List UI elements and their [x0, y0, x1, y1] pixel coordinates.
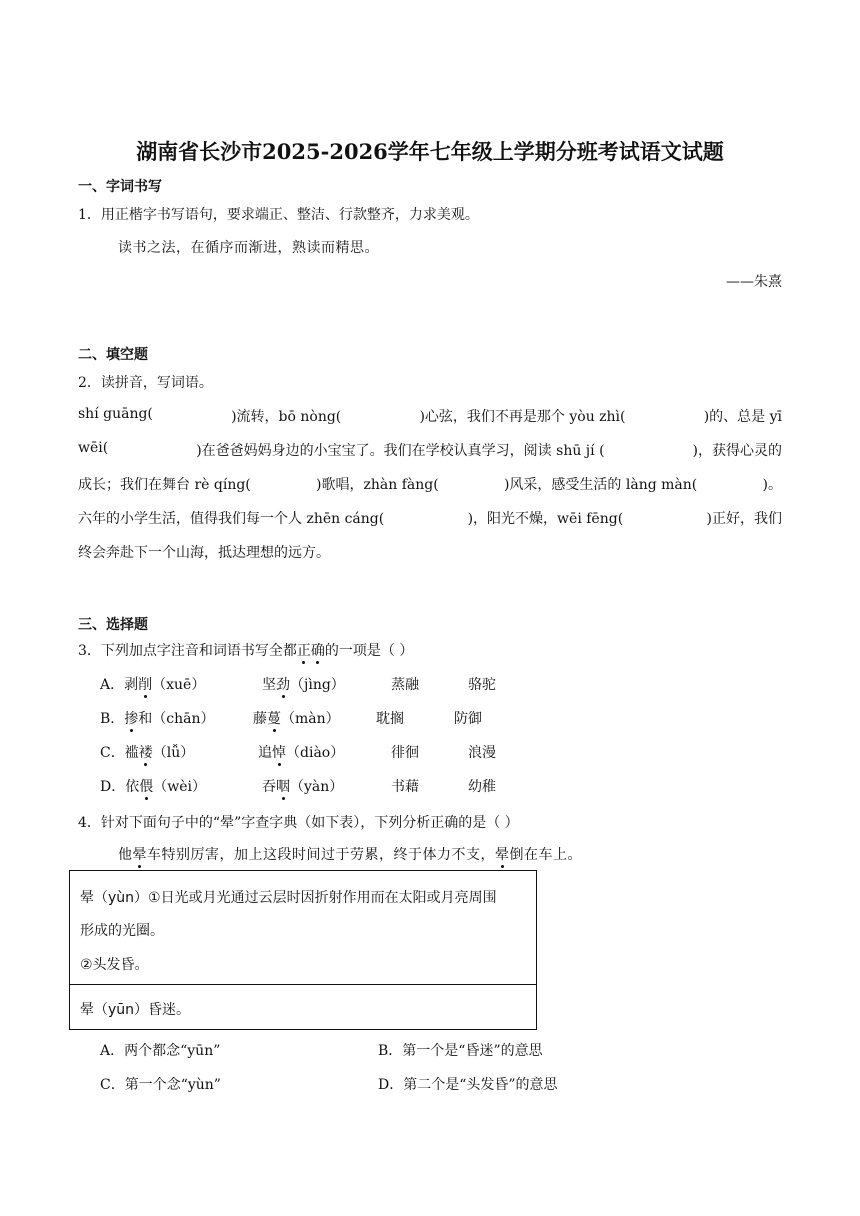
q3-option-a-word4: 骆驼	[468, 677, 496, 693]
fill-text: 成长；我们在舞台 rè qíng(	[78, 477, 251, 493]
q3-option-c-word2	[258, 742, 344, 762]
dotted-char: 偎	[139, 779, 154, 795]
fill-text: )，获得心灵的	[692, 443, 782, 459]
dotted-char: 晕	[495, 847, 510, 863]
fill-line-2	[78, 440, 782, 460]
q3-option-a-word3: 蒸融	[391, 677, 419, 693]
dictionary-entry: 形成的光圈。	[80, 923, 164, 939]
q3-option-b-word3: 耽搁	[376, 711, 404, 727]
page-title: 湖南省长沙市2025-2026学年七年级上学期分班考试语文试题	[136, 139, 724, 164]
word: 藤	[253, 711, 267, 727]
example-sentence	[118, 844, 582, 864]
question-3	[78, 640, 413, 660]
q3-option-c-word3: 徘徊	[391, 745, 419, 761]
dotted-char: 掺	[124, 711, 139, 727]
question-4: 4．针对下面句子中的“晕”字查字典（如下表），下列分析正确的是（ ）	[78, 815, 519, 831]
quote-author: ——朱熹	[726, 274, 782, 290]
fill-line-4	[78, 508, 782, 528]
stem-text: 的一项是（ ）	[324, 643, 414, 659]
question-1: 1．用正楷字书写语句，要求端正、整洁、行款整齐，力求美观。	[78, 207, 479, 223]
fill-line-3	[78, 474, 782, 494]
dotted-char: 悼	[272, 745, 286, 761]
sentence-text: 倒在车上。	[509, 847, 582, 863]
word: 追	[258, 745, 272, 761]
dictionary-row-yun1: 晕（yūn）昏迷。	[80, 1002, 191, 1018]
fill-text: )。	[762, 477, 782, 493]
fill-text: 六年的小学生活，值得我们每一个人 zhēn cáng(	[78, 511, 385, 527]
section-heading-2: 二、填空题	[78, 347, 148, 363]
fill-line-5	[78, 542, 782, 562]
fill-text: )，阳光不燥，wēi fēng(	[467, 511, 624, 527]
option-label: C．	[100, 745, 125, 761]
word: 依	[125, 779, 140, 795]
pinyin: （xuē）	[152, 677, 206, 693]
dotted-char: 晕	[132, 847, 147, 863]
section-heading-1: 一、字词书写	[78, 179, 162, 195]
fill-text: )在爸爸妈妈身边的小宝宝了。我们在学校认真学习，阅读 shū jí (	[196, 443, 605, 459]
pinyin: （yàn）	[290, 779, 344, 795]
dictionary-table	[69, 870, 537, 1030]
word: 坚	[262, 677, 276, 693]
option-label: B．	[100, 711, 125, 727]
section-heading-3: 三、选择题	[78, 617, 148, 633]
q3-option-d[interactable]	[100, 776, 206, 796]
dictionary-row-yun4	[70, 871, 536, 985]
word: 褴	[124, 745, 139, 761]
dotted-char: 咽	[276, 779, 290, 795]
fill-text: )正好，我们	[706, 511, 782, 527]
q3-option-d-word4: 幼稚	[468, 779, 496, 795]
fill-text: )的、总是 yī	[703, 409, 782, 425]
fill-text: )流转，bō nòng(	[231, 409, 342, 425]
q4-option-d[interactable]: D．第二个是“头发昏”的意思	[378, 1077, 558, 1093]
word: 剥	[124, 677, 139, 693]
dictionary-entry: 晕（yùn）①日光或月光通过云层时因折射作用而在太阳或月亮周围	[80, 890, 497, 906]
dotted-char: 削	[138, 677, 153, 693]
pinyin: （màn）	[281, 711, 340, 727]
sentence-text: 他	[118, 847, 133, 863]
fill-text: )风采，感受生活的 làng màn(	[503, 477, 698, 493]
q4-option-b[interactable]: B．第一个是“昏迷”的意思	[378, 1043, 543, 1059]
q3-option-d-word2	[262, 776, 343, 796]
fill-text: shí guāng(	[78, 406, 153, 422]
option-label: A．	[100, 677, 125, 693]
quote-text: 读书之法，在循序而渐进，熟读而精思。	[118, 240, 379, 256]
pinyin: （lǚ）	[152, 745, 195, 761]
dotted-char: 正	[296, 643, 311, 659]
fill-text: )心弦，我们不再是那个 yòu zhì(	[419, 409, 626, 425]
sentence-text: 车特别厉害，加上这段时间过于劳累，终于体力不支，	[147, 847, 495, 863]
word: 吞	[262, 779, 276, 795]
stem-text: 3．下列加点字注音和词语书写全都	[78, 643, 297, 659]
q3-option-a[interactable]	[100, 674, 205, 694]
q3-option-c[interactable]	[100, 742, 194, 762]
dotted-char: 劲	[276, 677, 290, 693]
dotted-char: 褛	[138, 745, 153, 761]
q3-option-b-word2	[253, 708, 340, 728]
q3-option-d-word3: 书藉	[391, 779, 419, 795]
q3-option-b-word4: 防御	[454, 711, 482, 727]
fill-text: 终会奔赴下一个山海，抵达理想的远方。	[78, 545, 330, 561]
dictionary-entry: ②头发昏。	[80, 957, 149, 973]
q3-option-b[interactable]	[100, 708, 215, 728]
q4-option-c[interactable]: C．第一个念“yùn”	[100, 1077, 221, 1093]
dotted-char: 确	[310, 643, 325, 659]
pinyin: （diào）	[286, 745, 345, 761]
option-label: D．	[100, 779, 126, 795]
pinyin: （jìng）	[290, 677, 345, 693]
dotted-char: 蔓	[267, 711, 281, 727]
q3-option-a-word2	[262, 674, 345, 694]
q4-option-a[interactable]: A．两个都念“yūn”	[100, 1043, 221, 1059]
question-2: 2．读拼音，写词语。	[78, 375, 213, 391]
fill-text: )歌唱，zhàn fàng(	[316, 477, 439, 493]
fill-text: wēi(	[78, 440, 109, 456]
q3-option-c-word4: 浪漫	[468, 745, 496, 761]
pinyin: 和（chān）	[138, 711, 215, 727]
fill-line-1	[78, 406, 782, 426]
pinyin: （wèi）	[153, 779, 206, 795]
